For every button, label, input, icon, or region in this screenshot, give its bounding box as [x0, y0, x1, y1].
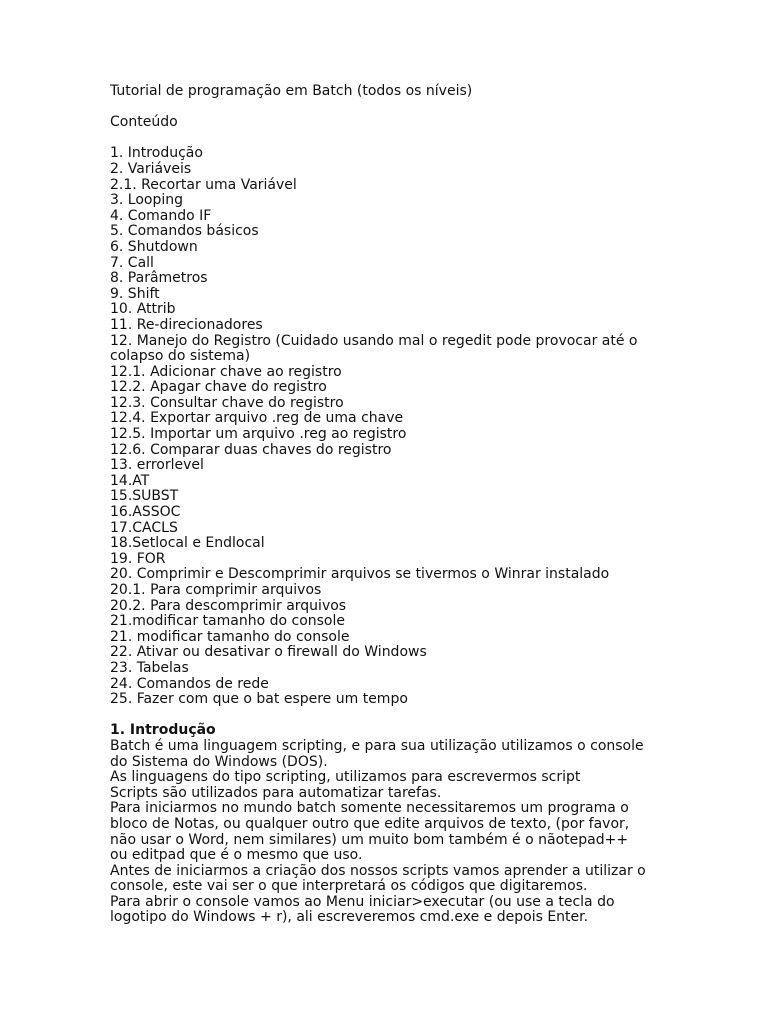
toc-item: 16.ASSOC	[110, 504, 181, 521]
paragraph-line: ou editpad que é o mesmo que uso.	[110, 847, 363, 864]
toc-item: 22. Ativar ou desativar o firewall do Windows	[110, 644, 427, 661]
paragraph-line: Antes de iniciarmos a criação dos nossos scripts vamos aprender a utilizar o	[110, 862, 646, 879]
toc-item: 10. Attrib	[110, 301, 176, 318]
section-body	[110, 739, 670, 926]
paragraph-line: Para abrir o console vamos ao Menu iniciar>executar (ou use a tecla do	[110, 893, 615, 910]
paragraph-line: não usar o Word, nem similares) um muito bom também é o nãotepad++	[110, 831, 629, 848]
paragraph-line: do Sistema do Windows (DOS).	[110, 753, 328, 770]
contents-heading: Conteúdo	[110, 114, 178, 131]
toc-item: 11. Re-direcionadores	[110, 316, 263, 333]
paragraph-line: Scripts são utilizados para automatizar tarefas.	[110, 784, 442, 801]
spacer	[110, 100, 670, 116]
toc-item: 12.5. Importar um arquivo .reg ao registro	[110, 426, 407, 443]
toc-item: 25. Fazer com que o bat espere um tempo	[110, 691, 408, 708]
toc-item: 12. Manejo do Registro (Cuidado usando mal o regedit pode provocar até o	[110, 332, 638, 349]
document-page	[110, 84, 670, 926]
toc-item: 14.AT	[110, 472, 150, 489]
spacer	[110, 708, 670, 724]
paragraph-line: As linguagens do tipo scripting, utilizamos para escrevermos script	[110, 769, 581, 786]
document-title: Tutorial de programação em Batch (todos os níveis)	[110, 83, 473, 99]
toc-item: 15.SUBST	[110, 488, 179, 505]
toc-item: 24. Comandos de rede	[110, 675, 269, 692]
toc-item: 12.4. Exportar arquivo .reg de uma chave	[110, 410, 404, 427]
toc-item: 12.1. Adicionar chave ao registro	[110, 363, 342, 380]
toc-item: 4. Comando IF	[110, 207, 212, 224]
paragraph-line: logotipo do Windows + r), ali escreveremos cmd.exe e depois Enter.	[110, 909, 589, 926]
paragraph-line: console, este vai ser o que interpretará os códigos que digitaremos.	[110, 878, 588, 895]
toc-item: 12.2. Apagar chave do registro	[110, 379, 327, 396]
toc-item: 12.6. Comparar duas chaves do registro	[110, 441, 392, 458]
toc-item: 18.Setlocal e Endlocal	[110, 535, 265, 552]
toc-item: 1. Introdução	[110, 145, 203, 162]
toc-item: 9. Shift	[110, 285, 160, 302]
spacer	[110, 131, 670, 147]
toc-item: 6. Shutdown	[110, 238, 198, 255]
toc-item: 20.2. Para descomprimir arquivos	[110, 597, 347, 614]
toc-item: 17.CACLS	[110, 519, 178, 536]
paragraph-line: Batch é uma linguagem scripting, e para sua utilização utilizamos o console	[110, 737, 644, 754]
toc-item: 12.3. Consultar chave do registro	[110, 394, 344, 411]
toc-item: 20. Comprimir e Descomprimir arquivos se tivermos o Winrar instalado	[110, 566, 610, 583]
table-of-contents	[110, 146, 670, 707]
toc-item: 2.1. Recortar uma Variável	[110, 176, 297, 193]
toc-item: 2. Variáveis	[110, 160, 192, 177]
toc-item: 7. Call	[110, 254, 154, 271]
toc-item: 3. Looping	[110, 192, 184, 209]
toc-item: 21. modificar tamanho do console	[110, 628, 350, 645]
toc-item: 21.modificar tamanho do console	[110, 613, 345, 630]
paragraph-line: Para iniciarmos no mundo batch somente necessitaremos um programa o	[110, 800, 629, 817]
toc-item: 8. Parâmetros	[110, 270, 208, 287]
toc-item: 13. errorlevel	[110, 457, 204, 474]
toc-item: 23. Tabelas	[110, 659, 189, 676]
toc-item: 5. Comandos básicos	[110, 223, 259, 240]
toc-item: colapso do sistema)	[110, 348, 251, 365]
section-heading: 1. Introdução	[110, 722, 216, 739]
toc-item: 19. FOR	[110, 550, 166, 567]
paragraph-line: bloco de Notas, ou qualquer outro que edite arquivos de texto, (por favor,	[110, 815, 630, 832]
toc-item: 20.1. Para comprimir arquivos	[110, 582, 322, 598]
